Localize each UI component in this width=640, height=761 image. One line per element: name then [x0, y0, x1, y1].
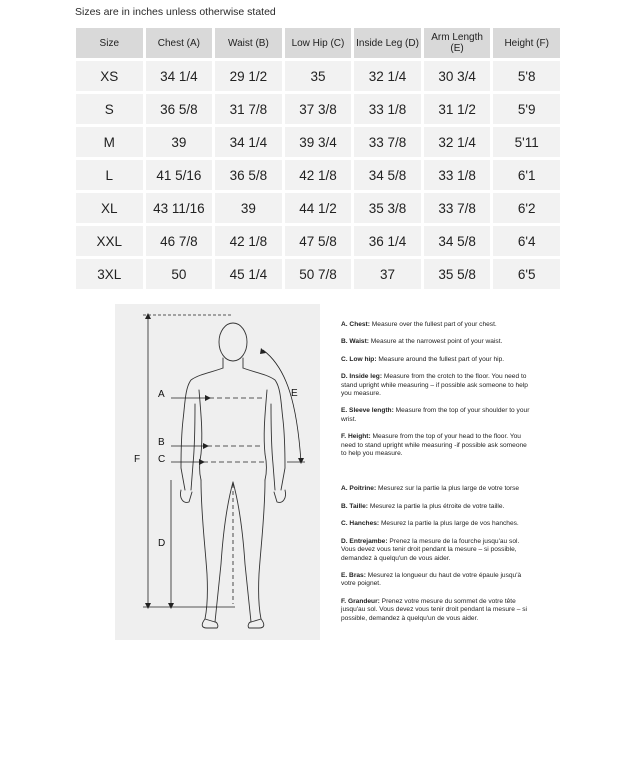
table-cell: 33 7/8 [354, 127, 421, 157]
table-cell: 46 7/8 [146, 226, 213, 256]
table-cell: 29 1/2 [215, 61, 282, 91]
note-en-low-hip: C. Low hip: Measure around the fullest part of your hip. [341, 355, 505, 363]
table-cell: 45 1/4 [215, 259, 282, 289]
table-cell: 34 1/4 [146, 61, 213, 91]
table-cell: 47 5/8 [285, 226, 352, 256]
table-cell: 5'8 [493, 61, 560, 91]
table-cell: 6'1 [493, 160, 560, 190]
note-fr-entrejambe: D. Entrejambe: Prenez la mesure de la fourche jusqu'au sol. Vous devez vous tenir droit pendant la mesure – si possible, demandez à quelqu'un de vous aider. [341, 537, 520, 562]
column-header-low-hip: Low Hip (C) [285, 28, 352, 58]
table-cell: 50 7/8 [285, 259, 352, 289]
table-cell: 42 1/8 [285, 160, 352, 190]
body-outline-illustration [115, 304, 320, 640]
table-row [76, 193, 560, 223]
column-header-inside-leg: Inside Leg (D) [354, 28, 421, 58]
table-cell: 6'2 [493, 193, 560, 223]
table-cell: 6'4 [493, 226, 560, 256]
table-cell: 37 [354, 259, 421, 289]
table-cell: 35 3/8 [354, 193, 421, 223]
table-cell: 35 [285, 61, 352, 91]
label-e: E [291, 388, 298, 399]
column-header-arm-length: Arm Length (E) [424, 28, 491, 58]
note-fr-hanches: C. Hanches: Mesurez la partie la plus large de vos hanches. [341, 520, 519, 528]
table-header-row [76, 28, 560, 58]
table-cell: 42 1/8 [215, 226, 282, 256]
note-fr-grandeur: F. Grandeur: Prenez votre mesure du sommet de votre tête jusqu'au sol. Vous devez vous tenir droit pendant la mesure – si possible, demandez à quelqu'un de vous aider. [341, 597, 527, 622]
note-en-chest: A. Chest: Measure over the fullest part of your chest. [341, 321, 497, 328]
table-cell: 39 [215, 193, 282, 223]
note-fr-taille: B. Taille: Mesurez la partie la plus étroite de votre taille. [341, 502, 505, 510]
label-b: B [158, 437, 165, 448]
table-cell: 36 5/8 [146, 94, 213, 124]
note-en-sleeve-length: E. Sleeve length: Measure from the top of your shoulder to your wrist. [341, 407, 530, 423]
table-cell: 5'11 [493, 127, 560, 157]
table-cell: 39 3/4 [285, 127, 352, 157]
column-header-size: Size [76, 28, 143, 58]
table-cell: 33 1/8 [424, 160, 491, 190]
table-cell: 31 1/2 [424, 94, 491, 124]
table-cell: 35 5/8 [424, 259, 491, 289]
table-cell: 34 5/8 [424, 226, 491, 256]
table-cell: 34 1/4 [215, 127, 282, 157]
table-cell: 41 5/16 [146, 160, 213, 190]
column-header-waist: Waist (B) [215, 28, 282, 58]
table-cell: 30 3/4 [424, 61, 491, 91]
table-cell: 36 5/8 [215, 160, 282, 190]
measurement-figure [115, 304, 320, 640]
label-c: C [158, 454, 166, 465]
note-en-waist: B. Waist: Measure at the narrowest point of your waist. [341, 338, 503, 346]
table-row [76, 94, 560, 124]
label-f: F [134, 454, 141, 465]
table-cell: 32 1/4 [424, 127, 491, 157]
measurement-instructions [341, 321, 531, 632]
table-cell: 37 3/8 [285, 94, 352, 124]
table-row [76, 259, 560, 289]
note-fr-bras: E. Bras: Mesurez la longueur du haut de votre épaule jusqu'à votre poignet. [341, 571, 522, 588]
table-cell: 31 7/8 [215, 94, 282, 124]
note-fr-poitrine: A. Poitrine: Mesurez sur la partie la plus large de votre torse [341, 485, 520, 493]
table-cell: XS [76, 61, 143, 91]
size-guide-caption: Sizes are in inches unless otherwise stated [75, 6, 276, 18]
column-header-chest: Chest (A) [146, 28, 213, 58]
table-cell: S [76, 94, 143, 124]
table-cell: 50 [146, 259, 213, 289]
table-row [76, 61, 560, 91]
note-en-inside-leg: D. Inside leg: Measure from the crotch to the floor. You need to stand upright while measuring – if possible ask someone to help you measure. [341, 373, 528, 398]
size-chart-table [73, 25, 563, 292]
table-cell: 32 1/4 [354, 61, 421, 91]
table-cell: 44 1/2 [285, 193, 352, 223]
table-cell: M [76, 127, 143, 157]
table-row [76, 226, 560, 256]
note-en-height: F. Height: Measure from the top of your head to the floor. You need to stand upright while measuring -if possible ask someone to help you measure. [341, 433, 527, 458]
label-d: D [158, 538, 166, 549]
table-row [76, 160, 560, 190]
table-cell: L [76, 160, 143, 190]
table-cell: XL [76, 193, 143, 223]
table-cell: 3XL [76, 259, 143, 289]
table-cell: 6'5 [493, 259, 560, 289]
table-cell: 34 5/8 [354, 160, 421, 190]
column-header-height: Height (F) [493, 28, 560, 58]
table-cell: 36 1/4 [354, 226, 421, 256]
table-cell: 5'9 [493, 94, 560, 124]
language-spacer [341, 467, 531, 485]
table-row [76, 127, 560, 157]
label-a: A [158, 389, 165, 400]
table-cell: 39 [146, 127, 213, 157]
table-cell: 43 11/16 [146, 193, 213, 223]
table-cell: XXL [76, 226, 143, 256]
table-cell: 33 1/8 [354, 94, 421, 124]
table-cell: 33 7/8 [424, 193, 491, 223]
